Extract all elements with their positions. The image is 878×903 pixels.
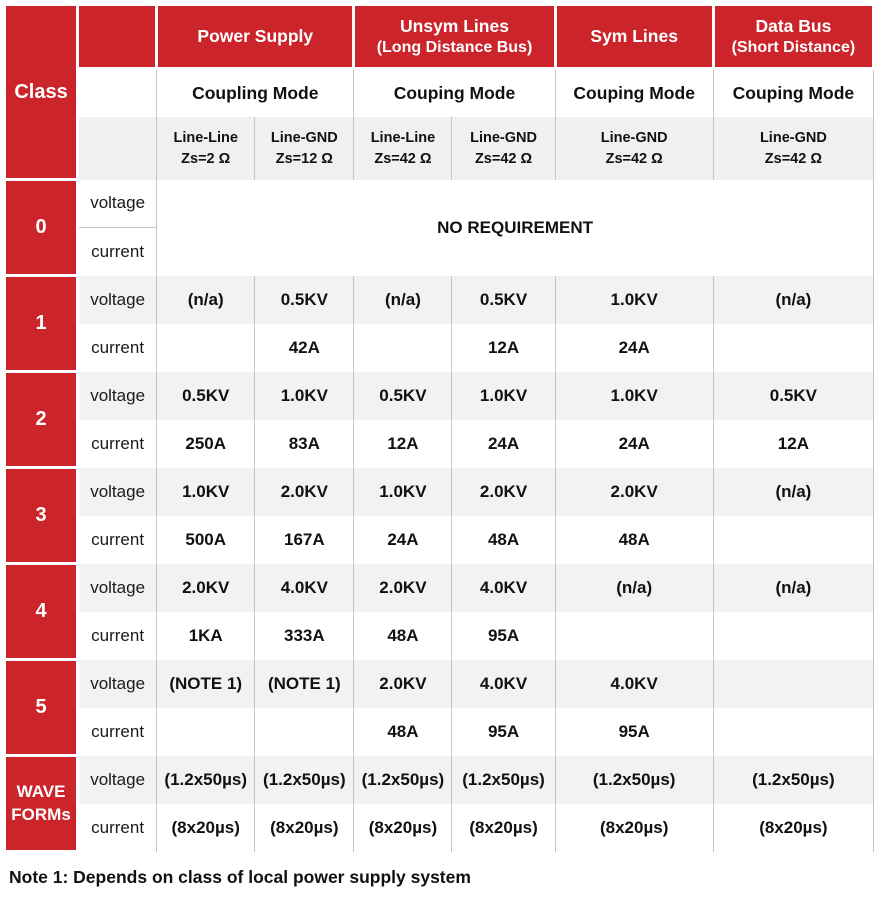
row-label-current: current [78, 516, 157, 564]
header-group-data-bus [713, 5, 873, 69]
data-cell: (8x20µs) [255, 804, 354, 852]
data-cell: 0.5KV [452, 276, 555, 324]
data-cell: 1KA [157, 612, 255, 660]
class2-current-row [5, 420, 874, 468]
data-cell: 95A [452, 612, 555, 660]
data-cell: 42A [255, 324, 354, 372]
data-cell: 24A [452, 420, 555, 468]
data-cell: 4.0KV [452, 660, 555, 708]
class-header-cell [5, 5, 78, 180]
data-cell [255, 708, 354, 756]
data-cell: (1.2x50µs) [555, 756, 713, 804]
data-cell: (1.2x50µs) [452, 756, 555, 804]
class0-voltage-row [5, 180, 874, 228]
data-cell: 4.0KV [555, 660, 713, 708]
class-cell-2: 2 [5, 372, 78, 468]
data-cell: 1.0KV [354, 468, 452, 516]
data-cell: 24A [354, 516, 452, 564]
class3-voltage-row [5, 468, 874, 516]
data-cell: 2.0KV [255, 468, 354, 516]
waveforms-label-line2: FORMs [11, 804, 71, 824]
data-cell [713, 612, 873, 660]
data-cell: (1.2x50µs) [713, 756, 873, 804]
header-row-groups [5, 5, 874, 69]
group-title: Power Supply [197, 25, 314, 46]
mode-cell-sym-line-gnd [555, 117, 713, 180]
coupling-mode-data-bus: Couping Mode [713, 69, 873, 117]
waveforms-current-row [5, 804, 874, 852]
data-cell: (n/a) [354, 276, 452, 324]
mode-name: Line-GND [470, 130, 537, 147]
data-cell: (NOTE 1) [255, 660, 354, 708]
data-cell: (1.2x50µs) [255, 756, 354, 804]
data-cell: 250A [157, 420, 255, 468]
mode-spacer-cell [78, 117, 157, 180]
coupling-mode-unsym-lines: Couping Mode [354, 69, 555, 117]
data-cell: 95A [452, 708, 555, 756]
data-cell: 12A [354, 420, 452, 468]
class-cell-0: 0 [5, 180, 78, 276]
data-cell: (NOTE 1) [157, 660, 255, 708]
row-label-current: current [78, 324, 157, 372]
mode-name: Line-Line [370, 130, 436, 147]
data-cell: 1.0KV [255, 372, 354, 420]
class1-voltage-row [5, 276, 874, 324]
no-requirement-cell: NO REQUIREMENT [157, 180, 874, 276]
mode-impedance: Zs=2 Ω [181, 150, 231, 167]
mode-cell-unsym-line-gnd [452, 117, 555, 180]
mode-impedance: Zs=42 Ω [474, 150, 533, 167]
data-cell: 2.0KV [452, 468, 555, 516]
data-cell [713, 324, 873, 372]
data-cell: 500A [157, 516, 255, 564]
data-cell: 333A [255, 612, 354, 660]
data-cell: (8x20µs) [354, 804, 452, 852]
data-cell: 1.0KV [555, 372, 713, 420]
class5-voltage-row [5, 660, 874, 708]
class2-voltage-row [5, 372, 874, 420]
data-cell: 1.0KV [452, 372, 555, 420]
surge-immunity-table [3, 3, 875, 853]
data-cell: (n/a) [713, 468, 873, 516]
data-cell [555, 612, 713, 660]
coupling-mode-sym-lines: Couping Mode [555, 69, 713, 117]
data-cell: (8x20µs) [452, 804, 555, 852]
row-label-current: current [78, 420, 157, 468]
class3-current-row [5, 516, 874, 564]
class-cell-5: 5 [5, 660, 78, 756]
mode-name: Line-GND [759, 130, 827, 147]
data-cell: 0.5KV [713, 372, 873, 420]
data-cell [157, 708, 255, 756]
data-cell: 4.0KV [255, 564, 354, 612]
class-header-label: Class [14, 80, 68, 103]
data-cell: 24A [555, 420, 713, 468]
mode-cell-ps-line-gnd [255, 117, 354, 180]
mode-impedance: Zs=12 Ω [275, 150, 333, 167]
waveforms-label-line1: WAVE [16, 782, 66, 802]
mode-cell-unsym-line-line [354, 117, 452, 180]
data-cell: 167A [255, 516, 354, 564]
data-cell: 48A [555, 516, 713, 564]
data-cell: (8x20µs) [713, 804, 873, 852]
mode-impedance: Zs=42 Ω [374, 150, 432, 167]
data-cell: 48A [354, 708, 452, 756]
data-cell: (8x20µs) [157, 804, 255, 852]
header-group-power-supply [157, 5, 354, 69]
class-cell-1: 1 [5, 276, 78, 372]
mode-name: Line-GND [600, 130, 668, 147]
class-cell-4: 4 [5, 564, 78, 660]
data-cell: 1.0KV [157, 468, 255, 516]
row-label-voltage: voltage [78, 660, 157, 708]
data-cell: (n/a) [555, 564, 713, 612]
row-label-voltage: voltage [78, 276, 157, 324]
group-title: Data Bus [755, 15, 832, 36]
data-cell: 12A [713, 420, 873, 468]
class-cell-3: 3 [5, 468, 78, 564]
data-cell [713, 516, 873, 564]
class-cell-waveforms [5, 756, 78, 852]
data-cell: 83A [255, 420, 354, 468]
header-row-coupling [5, 69, 874, 117]
row-label-voltage: voltage [78, 180, 157, 228]
data-cell: 1.0KV [555, 276, 713, 324]
data-cell: (n/a) [713, 276, 873, 324]
header-spacer-cell [78, 5, 157, 69]
class5-current-row [5, 708, 874, 756]
data-cell: (1.2x50µs) [354, 756, 452, 804]
data-cell [713, 708, 873, 756]
mode-impedance: Zs=42 Ω [764, 150, 822, 167]
row-label-voltage: voltage [78, 564, 157, 612]
data-cell: 4.0KV [452, 564, 555, 612]
row-label-current: current [78, 228, 157, 276]
group-subtitle: (Short Distance) [731, 38, 856, 56]
group-title: Unsym Lines [400, 15, 509, 36]
coupling-mode-power-supply: Coupling Mode [157, 69, 354, 117]
data-cell: (n/a) [713, 564, 873, 612]
data-cell: 0.5KV [157, 372, 255, 420]
data-cell: (n/a) [157, 276, 255, 324]
data-cell: 12A [452, 324, 555, 372]
data-cell: 2.0KV [354, 660, 452, 708]
class4-voltage-row [5, 564, 874, 612]
group-subtitle: (Long Distance Bus) [376, 38, 533, 56]
waveforms-voltage-row [5, 756, 874, 804]
mode-impedance: Zs=42 Ω [605, 150, 663, 167]
row-label-current: current [78, 804, 157, 852]
header-group-unsym-lines [354, 5, 555, 69]
mode-cell-ps-line-line [157, 117, 255, 180]
footnote: Note 1: Depends on class of local power supply system [9, 867, 471, 887]
data-cell: 0.5KV [354, 372, 452, 420]
data-cell: (1.2x50µs) [157, 756, 255, 804]
row-label-current: current [78, 612, 157, 660]
data-cell [157, 324, 255, 372]
data-cell: 2.0KV [157, 564, 255, 612]
mode-cell-databus-line-gnd [713, 117, 873, 180]
data-cell: 48A [354, 612, 452, 660]
row-label-current: current [78, 708, 157, 756]
row-label-voltage: voltage [78, 372, 157, 420]
row-label-voltage: voltage [78, 468, 157, 516]
class4-current-row [5, 612, 874, 660]
mode-name: Line-GND [270, 130, 338, 147]
header-row-modes [5, 117, 874, 180]
class1-current-row [5, 324, 874, 372]
mode-name: Line-Line [173, 130, 238, 147]
header-group-sym-lines [555, 5, 713, 69]
group-title: Sym Lines [590, 25, 678, 46]
row-label-voltage: voltage [78, 756, 157, 804]
data-cell: 2.0KV [555, 468, 713, 516]
data-cell [713, 660, 873, 708]
data-cell: 95A [555, 708, 713, 756]
data-cell: 2.0KV [354, 564, 452, 612]
data-cell: 24A [555, 324, 713, 372]
data-cell [354, 324, 452, 372]
data-cell: (8x20µs) [555, 804, 713, 852]
data-cell: 0.5KV [255, 276, 354, 324]
data-cell: 48A [452, 516, 555, 564]
coupling-spacer-cell [78, 69, 157, 117]
